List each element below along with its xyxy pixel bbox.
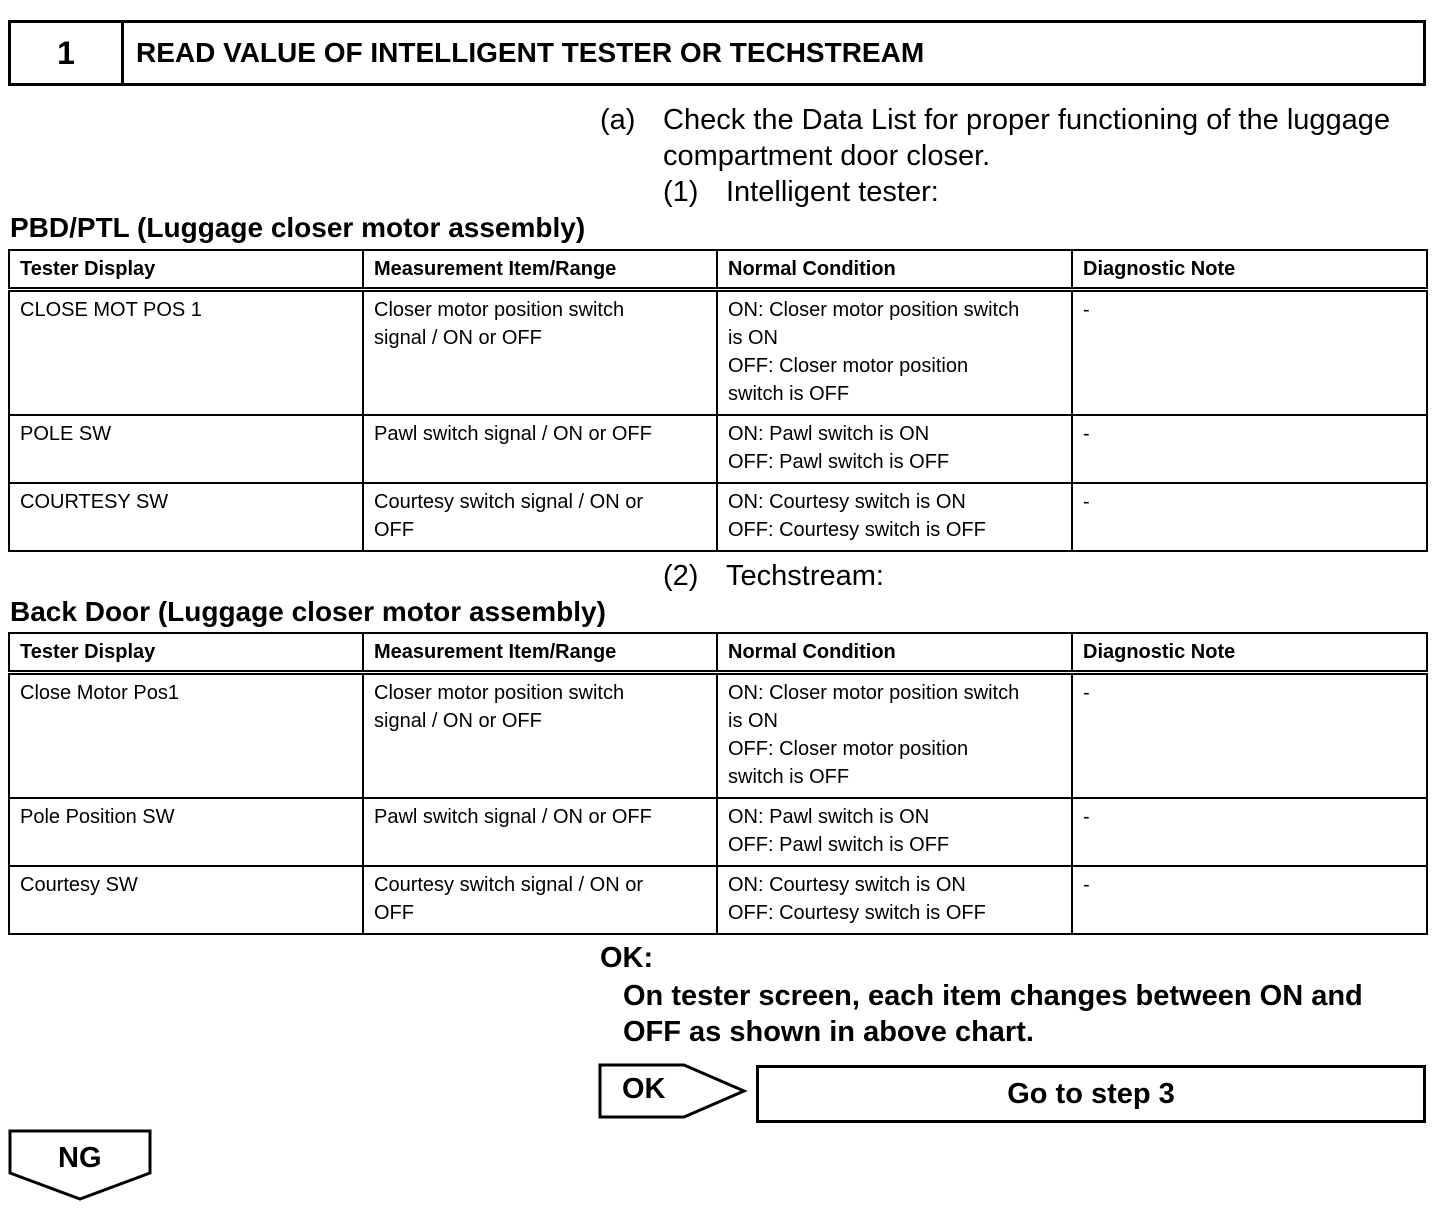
table-row (9, 673, 1427, 799)
instruction-1-marker: (1) (663, 176, 699, 208)
cell-line: signal / ON or OFF (374, 710, 542, 732)
cell-line: is ON (728, 710, 778, 732)
step-number: 1 (11, 23, 124, 83)
cell-normal-condition (717, 290, 1072, 416)
cell-tester-display: CLOSE MOT POS 1 (9, 290, 363, 416)
cell-normal-condition (717, 673, 1072, 799)
header-tester-display: Tester Display (9, 250, 363, 290)
table-row (9, 483, 1427, 551)
cell-line: is ON (728, 327, 778, 349)
cell-line: OFF: Closer motor position (728, 738, 969, 760)
cell-line: OFF: Courtesy switch is OFF (728, 902, 986, 924)
cell-normal-condition (717, 415, 1072, 483)
instruction-2-text: Techstream: (726, 560, 884, 592)
cell-line: Pawl switch signal / ON or OFF (374, 806, 652, 828)
cell-line: Courtesy switch signal / ON or (374, 874, 643, 896)
go-to-step-button[interactable]: Go to step 3 (756, 1065, 1426, 1123)
cell-line: switch is OFF (728, 383, 850, 405)
ok-heading: OK: (600, 942, 654, 974)
cell-line: ON: Courtesy switch is ON (728, 874, 966, 896)
table-header-row (9, 250, 1427, 290)
header-measurement-item: Measurement Item/Range (363, 250, 717, 290)
cell-measurement (363, 798, 717, 866)
ng-arrow-label: NG (58, 1142, 102, 1174)
cell-tester-display: Close Motor Pos1 (9, 673, 363, 799)
instruction-a-line2: compartment door closer. (663, 140, 991, 172)
cell-diagnostic-note: - (1072, 866, 1427, 934)
cell-line: Courtesy switch signal / ON or (374, 491, 643, 513)
cell-line: OFF (374, 902, 414, 924)
ok-line-2: OFF as shown in above chart. (623, 1016, 1034, 1048)
header-normal-condition: Normal Condition (717, 250, 1072, 290)
cell-normal-condition (717, 798, 1072, 866)
cell-line: OFF: Pawl switch is OFF (728, 834, 950, 856)
cell-normal-condition (717, 866, 1072, 934)
cell-measurement (363, 290, 717, 416)
step-header (8, 20, 1426, 86)
cell-line: ON: Pawl switch is ON (728, 806, 930, 828)
instruction-a-line1: Check the Data List for proper functioning of the luggage (663, 104, 1391, 136)
cell-tester-display: COURTESY SW (9, 483, 363, 551)
data-list-table-1 (8, 249, 1428, 552)
header-diagnostic-note: Diagnostic Note (1072, 250, 1427, 290)
table-header-row (9, 633, 1427, 673)
cell-diagnostic-note: - (1072, 483, 1427, 551)
table2-title: Back Door (Luggage closer motor assembly) (10, 596, 606, 627)
cell-line: OFF (374, 519, 414, 541)
cell-line: ON: Closer motor position switch (728, 682, 1020, 704)
instruction-1-text: Intelligent tester: (726, 176, 939, 208)
cell-line: OFF: Closer motor position (728, 355, 969, 377)
cell-line: ON: Courtesy switch is ON (728, 491, 966, 513)
cell-measurement (363, 483, 717, 551)
header-tester-display: Tester Display (9, 633, 363, 673)
header-diagnostic-note: Diagnostic Note (1072, 633, 1427, 673)
cell-normal-condition (717, 483, 1072, 551)
data-list-table-2 (8, 632, 1428, 935)
table1-title: PBD/PTL (Luggage closer motor assembly) (10, 212, 586, 243)
cell-line: OFF: Courtesy switch is OFF (728, 519, 986, 541)
cell-line: Closer motor position switch (374, 299, 625, 321)
cell-diagnostic-note: - (1072, 798, 1427, 866)
cell-diagnostic-note: - (1072, 415, 1427, 483)
table-row (9, 798, 1427, 866)
step-title: READ VALUE OF INTELLIGENT TESTER OR TECHSTREAM (136, 37, 925, 68)
cell-tester-display: POLE SW (9, 415, 363, 483)
cell-line: switch is OFF (728, 766, 850, 788)
cell-diagnostic-note: - (1072, 673, 1427, 799)
cell-measurement (363, 415, 717, 483)
cell-line: OFF: Pawl switch is OFF (728, 451, 950, 473)
instruction-a-marker: (a) (600, 104, 636, 136)
table-row (9, 866, 1427, 934)
header-measurement-item: Measurement Item/Range (363, 633, 717, 673)
ok-arrow-icon[interactable] (598, 1062, 750, 1120)
cell-measurement (363, 673, 717, 799)
ok-arrow-label: OK (622, 1073, 666, 1105)
cell-diagnostic-note: - (1072, 290, 1427, 416)
cell-line: ON: Pawl switch is ON (728, 423, 930, 445)
table-row (9, 290, 1427, 416)
header-normal-condition: Normal Condition (717, 633, 1072, 673)
cell-tester-display: Courtesy SW (9, 866, 363, 934)
cell-tester-display: Pole Position SW (9, 798, 363, 866)
instruction-2-marker: (2) (663, 560, 699, 592)
cell-line: Closer motor position switch (374, 682, 625, 704)
cell-line: ON: Closer motor position switch (728, 299, 1020, 321)
table-row (9, 415, 1427, 483)
cell-line: signal / ON or OFF (374, 327, 542, 349)
cell-line: Pawl switch signal / ON or OFF (374, 423, 652, 445)
cell-measurement (363, 866, 717, 934)
ok-line-1: On tester screen, each item changes between ON and (623, 980, 1363, 1012)
